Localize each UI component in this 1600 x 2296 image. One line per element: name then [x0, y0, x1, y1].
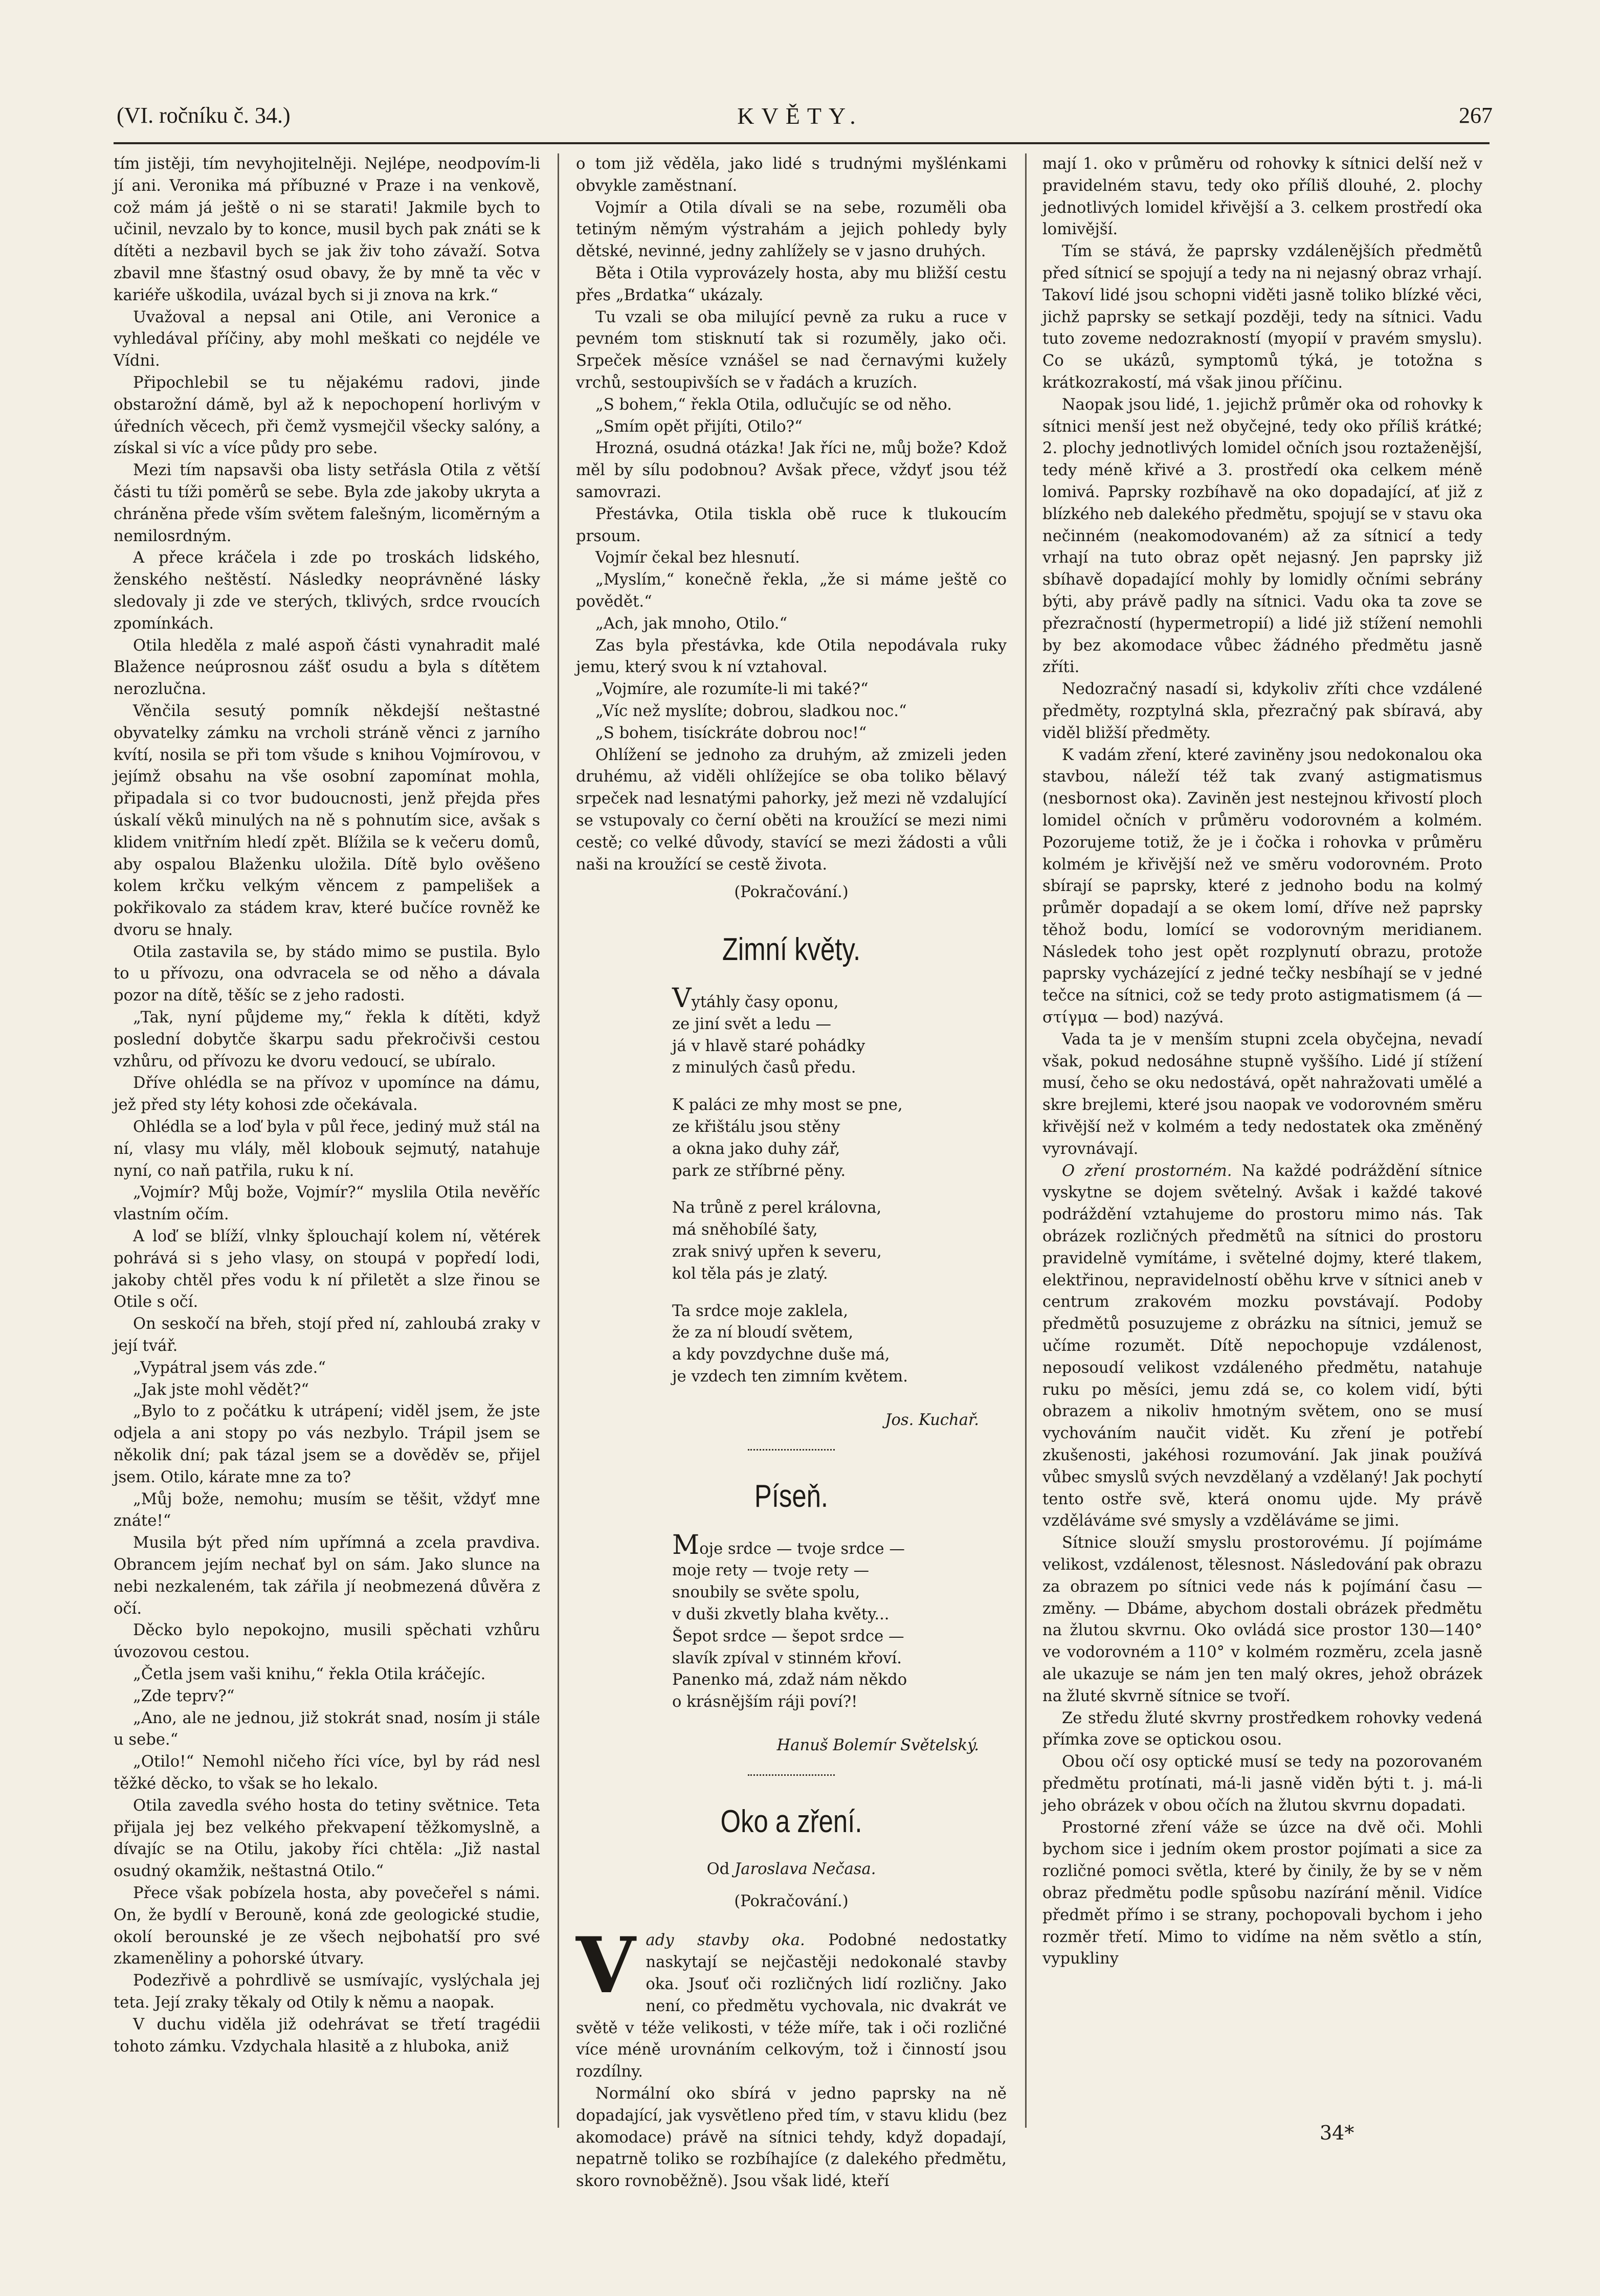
paragraph: Prostorné zření váže se úzce na dvě oči. Mohli bychom sice i jedním okem prostor pojímati a sice za rozličné pomoci světla, které by činily, že by se v něm obraz předmětu podle spůsobu nazírání měnil. Vidíce předmět přímo i se strany, pochopovali bychom i jeho rozměr třetí. Mimo to vidíme na něm světlo a stín, vypukliny: [1042, 1818, 1482, 1968]
paragraph: „Četla jsem vaši knihu,“ řekla Otila kráčejíc.: [133, 1665, 486, 1683]
column-rule: [1025, 153, 1027, 2128]
poem-line: a kdy povzdychne duše má,: [672, 1346, 890, 1364]
column-1: [114, 153, 540, 2128]
initial-letter: V: [672, 983, 692, 1014]
paragraph: „Tak, nyní půjdeme my,“ řekla k dítěti, když poslední dobytče škarpu sadu překročivši cestou vzhůru, od přívozu ke dvoru vedoucí, se ubíralo.: [114, 1009, 540, 1071]
poem-line: kol těla pás je zlatý.: [672, 1264, 828, 1283]
poem-line: ze jiní svět a ledu —: [672, 1015, 832, 1033]
paragraph: Musila být před ním upřímná a zcela pravdiva. Obrancem jejím nechať byl on sám. Jako slunce na nebi nezkaleném, tak zářila jí neobmezená důvěra z očí.: [114, 1534, 540, 1618]
poem-author: Hanuš Bolemír Světelský.: [776, 1736, 979, 1755]
journal-title: KVĚTY.: [737, 103, 863, 129]
paragraph: Dříve ohlédla se na přívoz v upomínce na dámu, jež před sty léty kohosi zde očekávala.: [114, 1074, 540, 1114]
paragraph: K vadám zření, které zaviněny jsou nedokonalou oka stavbou, náleží též tak zvaný astigmatismus (nesbornost oka). Zaviněn jest nestejnou křivostí ploch lomidel očních v průměru vodorovném a kolmém. Pozorujeme totiž, že je i čočka i rohovka v průměru kolmém je křivější než ve směru vodorovném. Proto sbírají se paprsky, které z jednoho bodu na kolmý průměr dopadají a se okem lomí, dříve než paprsky těhož bodu, lomící se vodorovným meridianem. Následek toho jest opět rozplynutí obrazu, protože paprsky vycházející z jedné tečky nesbíhají se v jedné tečce na sítnici, což se tedy proto astigmatismem (á — στίγμα — bod) nazývá.: [1042, 746, 1482, 1027]
paragraph: „Zde teprv?“: [133, 1687, 235, 1705]
paragraph: Mezi tím napsavši oba listy setřásla Otila z větší části tu tíži poměrů se sebe. Byla zde jakoby ukryta a chráněna přede vším světem falešným, licoměrným a nemilosrdným.: [114, 461, 540, 545]
paragraph: Hrozná, osudná otázka! Jak říci ne, můj bože? Kdož měl by sílu podobnou? Avšak přece, vždyť jsou též samovrazi.: [576, 439, 1007, 501]
page-number: 267: [1459, 103, 1493, 128]
running-header: [0, 102, 1600, 138]
paragraph: Přestávka, Otila tiskla obě ruce k tlukoucím prsoum.: [576, 505, 1007, 545]
paragraph: Věnčila sesutý pomník někdejší neštastné obyvatelky zámku na vrcholi stráně věnci z jarního kvítí, nosila se při tom všude s knihou Vojmírovou, v jejímž obsahu na vše osobní zapomínat mohla, připadala si co tvor budoucnosti, jenž přejda přes úskalí věků minulých na ně s pohnutím sice, avšak s klidem vnitřním hledí zpět. Blížila se k večeru domů, aby ospalou Blaženku uložila. Dítě bylo ověšeno kolem krčku velkým věncem z pampelišek a pokřikovalo za stádem krav, které bučíce rovněž ke dvoru se hnaly.: [114, 702, 540, 939]
paragraph: tím jistěji, tím nevyhojitelněji. Nejlépe, neodpovím-li jí ani. Veronika má příbuzné v Praze i na venkově, což mám já ještě o ni se starati! Jakmile bych to učinil, nevzalo by to konce, musil bych pak znáti se k dítěti a nezbavil bych se jak živ toho závaží. Sotva zbavil mne šťastný osud obavy, že by mně ta věc v kariéře uškodila, uvázal bych si ji znova na krk.“: [114, 155, 540, 304]
paragraph: „Vypátral jsem vás zde.“: [133, 1358, 326, 1377]
paragraph: Ohlížení se jednoho za druhým, až zmizeli jeden druhému, až viděli ohlížejíce se oba toliko bělavý srpeček nad lesnatými pahorky, jež mezi ně vzdalující se vstupovaly co černí oběti na kroužící se mezi nimi cestě; co velké důvody, stavící se mezi žádosti a vůli naši na kroužící se cestě života.: [576, 746, 1007, 874]
paragraph: „Můj bože, nemohu; musím se těšit, vždyť mne znáte!“: [114, 1490, 540, 1530]
paragraph: Normální oko sbírá v jedno paprsky na ně dopadající, jak vysvětleno před tím, v stavu klidu (bez akomodace) právě na sítnici tehdy, když dopadají, nepatrně toliko se rozbíhajíce (z dalekého předmětu, skoro rovnoběžně). Jsou však lidé, kteří: [576, 2084, 1007, 2191]
poem-author: Jos. Kuchař.: [885, 1411, 979, 1429]
continuation-note: (Pokračování.): [734, 1892, 849, 1910]
continuation-note: (Pokračování.): [734, 883, 849, 902]
poem-line: já v hlavě staré pohádky: [672, 1037, 865, 1055]
issue-number: (VI. ročníku č. 34.): [117, 103, 291, 128]
paragraph: Otila hleděla z malé aspoň části vynahradit malé Blažence neúprosnou zášť osudu a byla s dítětem nerozlučna.: [114, 636, 540, 699]
header-rule: [114, 142, 1490, 144]
poem-line: a okna jako duhy zář,: [672, 1140, 840, 1158]
paragraph: Vojmír a Otila dívali se na sebe, rozuměli oba tetiným němým výstrahám a jejich pohledy byly dětské, nevinné, jedny zahlížely se v jasno druhých.: [576, 198, 1007, 261]
poem-line: moje rety — tvoje rety —: [672, 1562, 870, 1580]
paragraph: mají 1. oko v průměru od rohovky k sítnici delší než v pravidelném stavu, tedy oko příliš dlouhé, 2. plochy jednotlivých lomidel křivější a 3. celkem prostředí oka lomivější.: [1042, 155, 1482, 239]
paragraph: Nedozračný nasadí si, kdykoliv zříti chce vzdálené předměty, rozptylná skla, přezračný pak sbíravá, aby viděl bližší předměty.: [1042, 680, 1482, 742]
paragraph: Otila zavedla svého hosta do tetiny světnice. Teta přijala jej bez velkého překvapení těžkomyslně, a dívajíc se na Otilu, jakoby říci chtěla: „Již nastal osudný okamžik, neštastná Otilo.“: [114, 1796, 540, 1881]
poem-line: z minulých časů předu.: [672, 1059, 856, 1077]
paragraph: V duchu viděla již odehrávat se třetí tragédii tohoto zámku. Vzdychala hlasitě a z hluboka, aniž: [114, 2015, 540, 2056]
section-divider: [748, 1774, 835, 1776]
poem-line: Na trůně z perel královna,: [672, 1199, 882, 1217]
section-divider: [748, 1449, 835, 1451]
poem-line: Ta srdce moje zaklela,: [672, 1302, 849, 1320]
poem-line: ze křištálu jsou stěny: [672, 1118, 840, 1136]
column-rule: [558, 153, 559, 2128]
poem-line: zrak snivý upřen k severu,: [672, 1243, 882, 1261]
paragraph: Obou očí osy optické musí se tedy na pozorovaném předmětu protínati, má-li jasně viděn býti t. j. má-li jeho obrázek v obou očích na žlutou skvrnu dopadati.: [1042, 1753, 1482, 1815]
paragraph: Ze středu žluté skvrny prostředkem rohovky vedená přímka zove se optickou osou.: [1042, 1709, 1482, 1749]
poem-line: že za ní bloudí světem,: [672, 1324, 854, 1342]
article-author: Jaroslava Nečasa.: [734, 1860, 876, 1878]
poem-line: je vzdech ten zimním květem.: [672, 1368, 908, 1386]
paragraph: Vada ta je v menším stupni zcela obyčejna, nevadí však, pokud nedosáhne stupně vyššího. Lidé jí stížení musí, čeho se oku nedostává, opět nahražovati umělé a skre brejlemi, které jsou naopak ve vodorovném směru křivější než v kolmém a tedy nedostatek oka změněný vyrovnávají.: [1042, 1030, 1482, 1158]
paragraph: „Vojmír? Můj bože, Vojmír?“ myslila Otila nevěříc vlastním očím.: [114, 1184, 540, 1224]
paragraph: O zření prostorném. Na každé podráždění sítnice vyskytne se dojem světelný. Avšak i každé takové podráždění vztahujeme do prostoru mimo nás. Tak obrázek rozličných předmětů na sítnici do prostoru pravidelně vymítáme, i světelné dojmy, které tlakem, elektřinou, nepravidelností oběhu krve v sítnici aneb v centrum zrakovém mozku povstávají. Podoby předmětů posuzujeme z obrázku na sítnici, jemuž se učíme rozumět. Dítě nepochopuje vzdálenost, neposoudí velikost vzdáleného předmětu, natahuje ruku po měsíci, jemu zdá se, co kolem vidí, býti obrazem a nikoliv hmotným světem, ono se musí vychováním naučit vidět. Ku zření je potřebí zkušenosti, jakéhosi rozumování. Jak jinak používá vůbec smyslů svých nevzdělaný a vzdělaný! Jak pochytí tento ostře svě, která onomu ujde. My právě vzděláváme své smysly a vzděláváme se jimi.: [1042, 1162, 1482, 1530]
poem-line: Panenko má, zdaž nám někdo: [672, 1671, 907, 1689]
poem-line: Vytáhly časy oponu,: [672, 983, 839, 1014]
paragraph: A přece kráčela i zde po troskách lidského, ženského neštěstí. Následky neoprávněné lásky sledovaly ji zde ve sterých, tklivých, srdce rvoucích zpomínkách.: [114, 549, 540, 633]
paragraph: „Vojmíre, ale rozumíte-li mi také?“: [595, 680, 869, 699]
poem-line: K paláci ze mhy most se pne,: [672, 1096, 903, 1114]
poem-line: slavík zpíval v stinném křoví.: [672, 1649, 902, 1667]
paragraph: Vady stavby oka. Podobné nedostatky naskytají se nejčastěji nedokonalé stavby oka. Jsouť oči rozličných lidí rozličny. Jako není, co předmětu vychovala, nic dvakrát ve světě v téže velikosti, v téže míře, tak i oči rozličné více méně urovnáním celkovým, tož i činností jsou rozdílny.: [576, 1921, 1007, 2081]
poem-title: Píseň.: [754, 1478, 829, 1514]
paragraph: „Ano, ale ne jednou, již stokrát snad, nosím ji stále u sebe.“: [114, 1709, 540, 1749]
article-byline: Od Jaroslava Nečasa.: [706, 1860, 876, 1878]
poem-line: park ze stříbrné pěny.: [672, 1162, 846, 1180]
poem-line: snoubily se světe spolu,: [672, 1584, 860, 1602]
poem-pisen: [576, 1529, 1007, 1713]
initial-letter: M: [672, 1529, 700, 1561]
paragraph: „Otilo!“ Nemohl ničeho říci více, byl by rád nesl těžké děcko, to však se ho lekalo.: [114, 1753, 540, 1793]
paragraph: „Bylo to z počátku k utrápení; viděl jsem, že jste odjela a ani stopy po vás nezbylo. Trápil jsem se několik dní; pak tázal jsem se a dověděv se, přijel jsem. Otilo, kárate mne za to?: [114, 1402, 540, 1486]
paragraph: Otila zastavila se, by stádo mimo se pustila. Bylo to u přívozu, ona odvracela se od něho a dávala pozor na dítě, těšíc se z jeho radosti.: [114, 943, 540, 1005]
subheading: O zření prostorném.: [1062, 1162, 1232, 1180]
poem-line: Moje srdce — tvoje srdce —: [672, 1529, 905, 1561]
paragraph: „Ach, jak mnoho, Otilo.“: [595, 614, 788, 633]
signature-mark: 34*: [1320, 2122, 1354, 2144]
paragraph: Děcko bylo nepokojno, musili spěchati vzhůru úvozovou cestou.: [114, 1621, 540, 1662]
poem-title: Zimní květy.: [722, 932, 861, 968]
poem-zimni-kvety: [576, 983, 1007, 1388]
poem-line: má sněhobílé šaty,: [672, 1221, 818, 1239]
paragraph: „Víc než myslíte; dobrou, sladkou noc.“: [595, 702, 907, 720]
paragraph: „S bohem, tisíckráte dobrou noc!“: [595, 724, 867, 742]
poem-line: v duši zkvetly blaha květy...: [672, 1606, 890, 1624]
paragraph: Vojmír čekal bez hlesnutí.: [595, 549, 800, 567]
paragraph: Podezřivě a pohrdlivě se usmívajíc, vyslýchala jej teta. Její zraky těkaly od Otily k němu a naopak.: [114, 1972, 540, 2012]
paragraph: „Myslím,“ konečně řekla, „že si máme ještě co povědět.“: [576, 571, 1007, 611]
paragraph: Zas byla přestávka, kde Otila nepodávala ruky jemu, který svou k ní vztahoval.: [576, 636, 1007, 677]
paragraph: „S bohem,“ řekla Otila, odlučujíc se od něho.: [595, 395, 952, 414]
paragraph: „Smím opět přijíti, Otilo?“: [595, 417, 803, 436]
paragraph: Naopak jsou lidé, 1. jejichž průměr oka od rohovky k sítnici menší jest než obyčejné, tedy oko příliš krátké; 2. plochy jednotlivých lomidel očních jsou roztaženější, tedy méně křivé a 3. prostředí oka celkem méně lomivá. Paprsky rozbíhavě na oko dopadající, ať již z blízkého neb dalekého předmětu, spojují se v stavu oka nečinném (neakomodovaném) až za sítnicí a tedy vrhají na tuto obraz opět nejasný. Jen paprsky již sbíhavě dopadající mohly by lomidly očními sebrány býti, aby právě padly na sítnici. Vadu oka ta zove se přezračností (hypermetropií) a lidé již stížení nemohli by bez akomodace vůbec žádného předmětu jasně zříti.: [1042, 395, 1482, 677]
paragraph: Uvažoval a nepsal ani Otile, ani Veronice a vyhledával příčiny, aby mohl meškati co nejdéle ve Vídni.: [114, 308, 540, 370]
paragraph: On seskočí na břeh, stojí před ní, zahloubá zraky v její tvář.: [114, 1315, 540, 1355]
paragraph: o tom již věděla, jako lidé s trudnými myšlénkami obvykle zaměstnaní.: [576, 155, 1007, 195]
paragraph: Tu vzali se oba milující pevně za ruku a ruce v pevném tom stisknutí tak si rozuměly, jako oči. Srpeček měsíce vznášel se nad černavými kužely vrchů, sestoupivších se v řadách a kruzích.: [576, 308, 1007, 392]
paragraph: „Jak jste mohl vědět?“: [133, 1380, 309, 1399]
column-2: [576, 153, 1007, 2191]
paragraph: A loď se blíží, vlnky šplouchají kolem ní, větérek pohrává si s jeho vlasy, on stoupá v popředí lodi, jakoby chtěl přes vodu k ní přiletět a slze řinou se Otile s očí.: [114, 1228, 540, 1311]
column-3: [1042, 153, 1482, 2128]
poem-line: Šepot srdce — šepot srdce —: [672, 1627, 904, 1645]
paragraph: Přece však pobízela hosta, aby povečeřel s námi. On, že bydlí v Berouně, koná zde geologické studie, okolí berounské je ze všech nejbohatší pro své zkameněliny a pohorské útvary.: [114, 1884, 540, 1968]
paragraph: Běta i Otila vyprovázely hosta, aby mu bližší cestu přes „Brdatka“ ukázaly.: [576, 264, 1007, 304]
poem-line: o krásnějším ráji poví?!: [672, 1693, 858, 1711]
paragraph: Tím se stává, že paprsky vzdálenějších předmětů před sítnicí se spojují a tedy na ni nejasný obraz vrhají. Takoví lidé jsou schopni viděti jasně toliko blízké věci, jichž paprsky se setkají později, tedy na sítnici. Vadu tuto zoveme nedozrakností (myopií v pravém smyslu). Co se ukázů, symptomů týká, je totožna s krátkozrakostí, má však jinou příčinu.: [1042, 242, 1482, 392]
paragraph: Ohlédla se a loď byla v půl řece, jediný muž stál na ní, vlasy mu vlály, měl klobouk sejmutý, natahuje nyní, co naň patřila, ruku k ní.: [114, 1118, 540, 1180]
paragraph: Připochlebil se tu nějakému radovi, jinde obstarožní dámě, byl až k nepochopení horlivým v úředních věcech, při čemž vysmejčil všecky salóny, a získal si víc a více půdy pro sebe.: [114, 373, 540, 458]
paragraph: Sítnice slouží smyslu prostorovému. Jí pojímáme velikost, vzdálenost, tělesnost. Následování pak obrazu za obrazem po sítnici vede nás k pojímání času — změny. — Dbáme, abychom dostali obrázek předmětu na žlutou skvrnu. Oko ovládá sice prostor 130—140° ve vodorovném a 110° v kolmém rozměru, zcela jasně ale ukazuje se nám jen ten malý okres, jehož obrázek na žluté skvrně sítnice se tvoří.: [1042, 1534, 1482, 1705]
article-title: Oko a zření.: [720, 1803, 862, 1839]
drop-cap: V: [576, 1921, 636, 2011]
